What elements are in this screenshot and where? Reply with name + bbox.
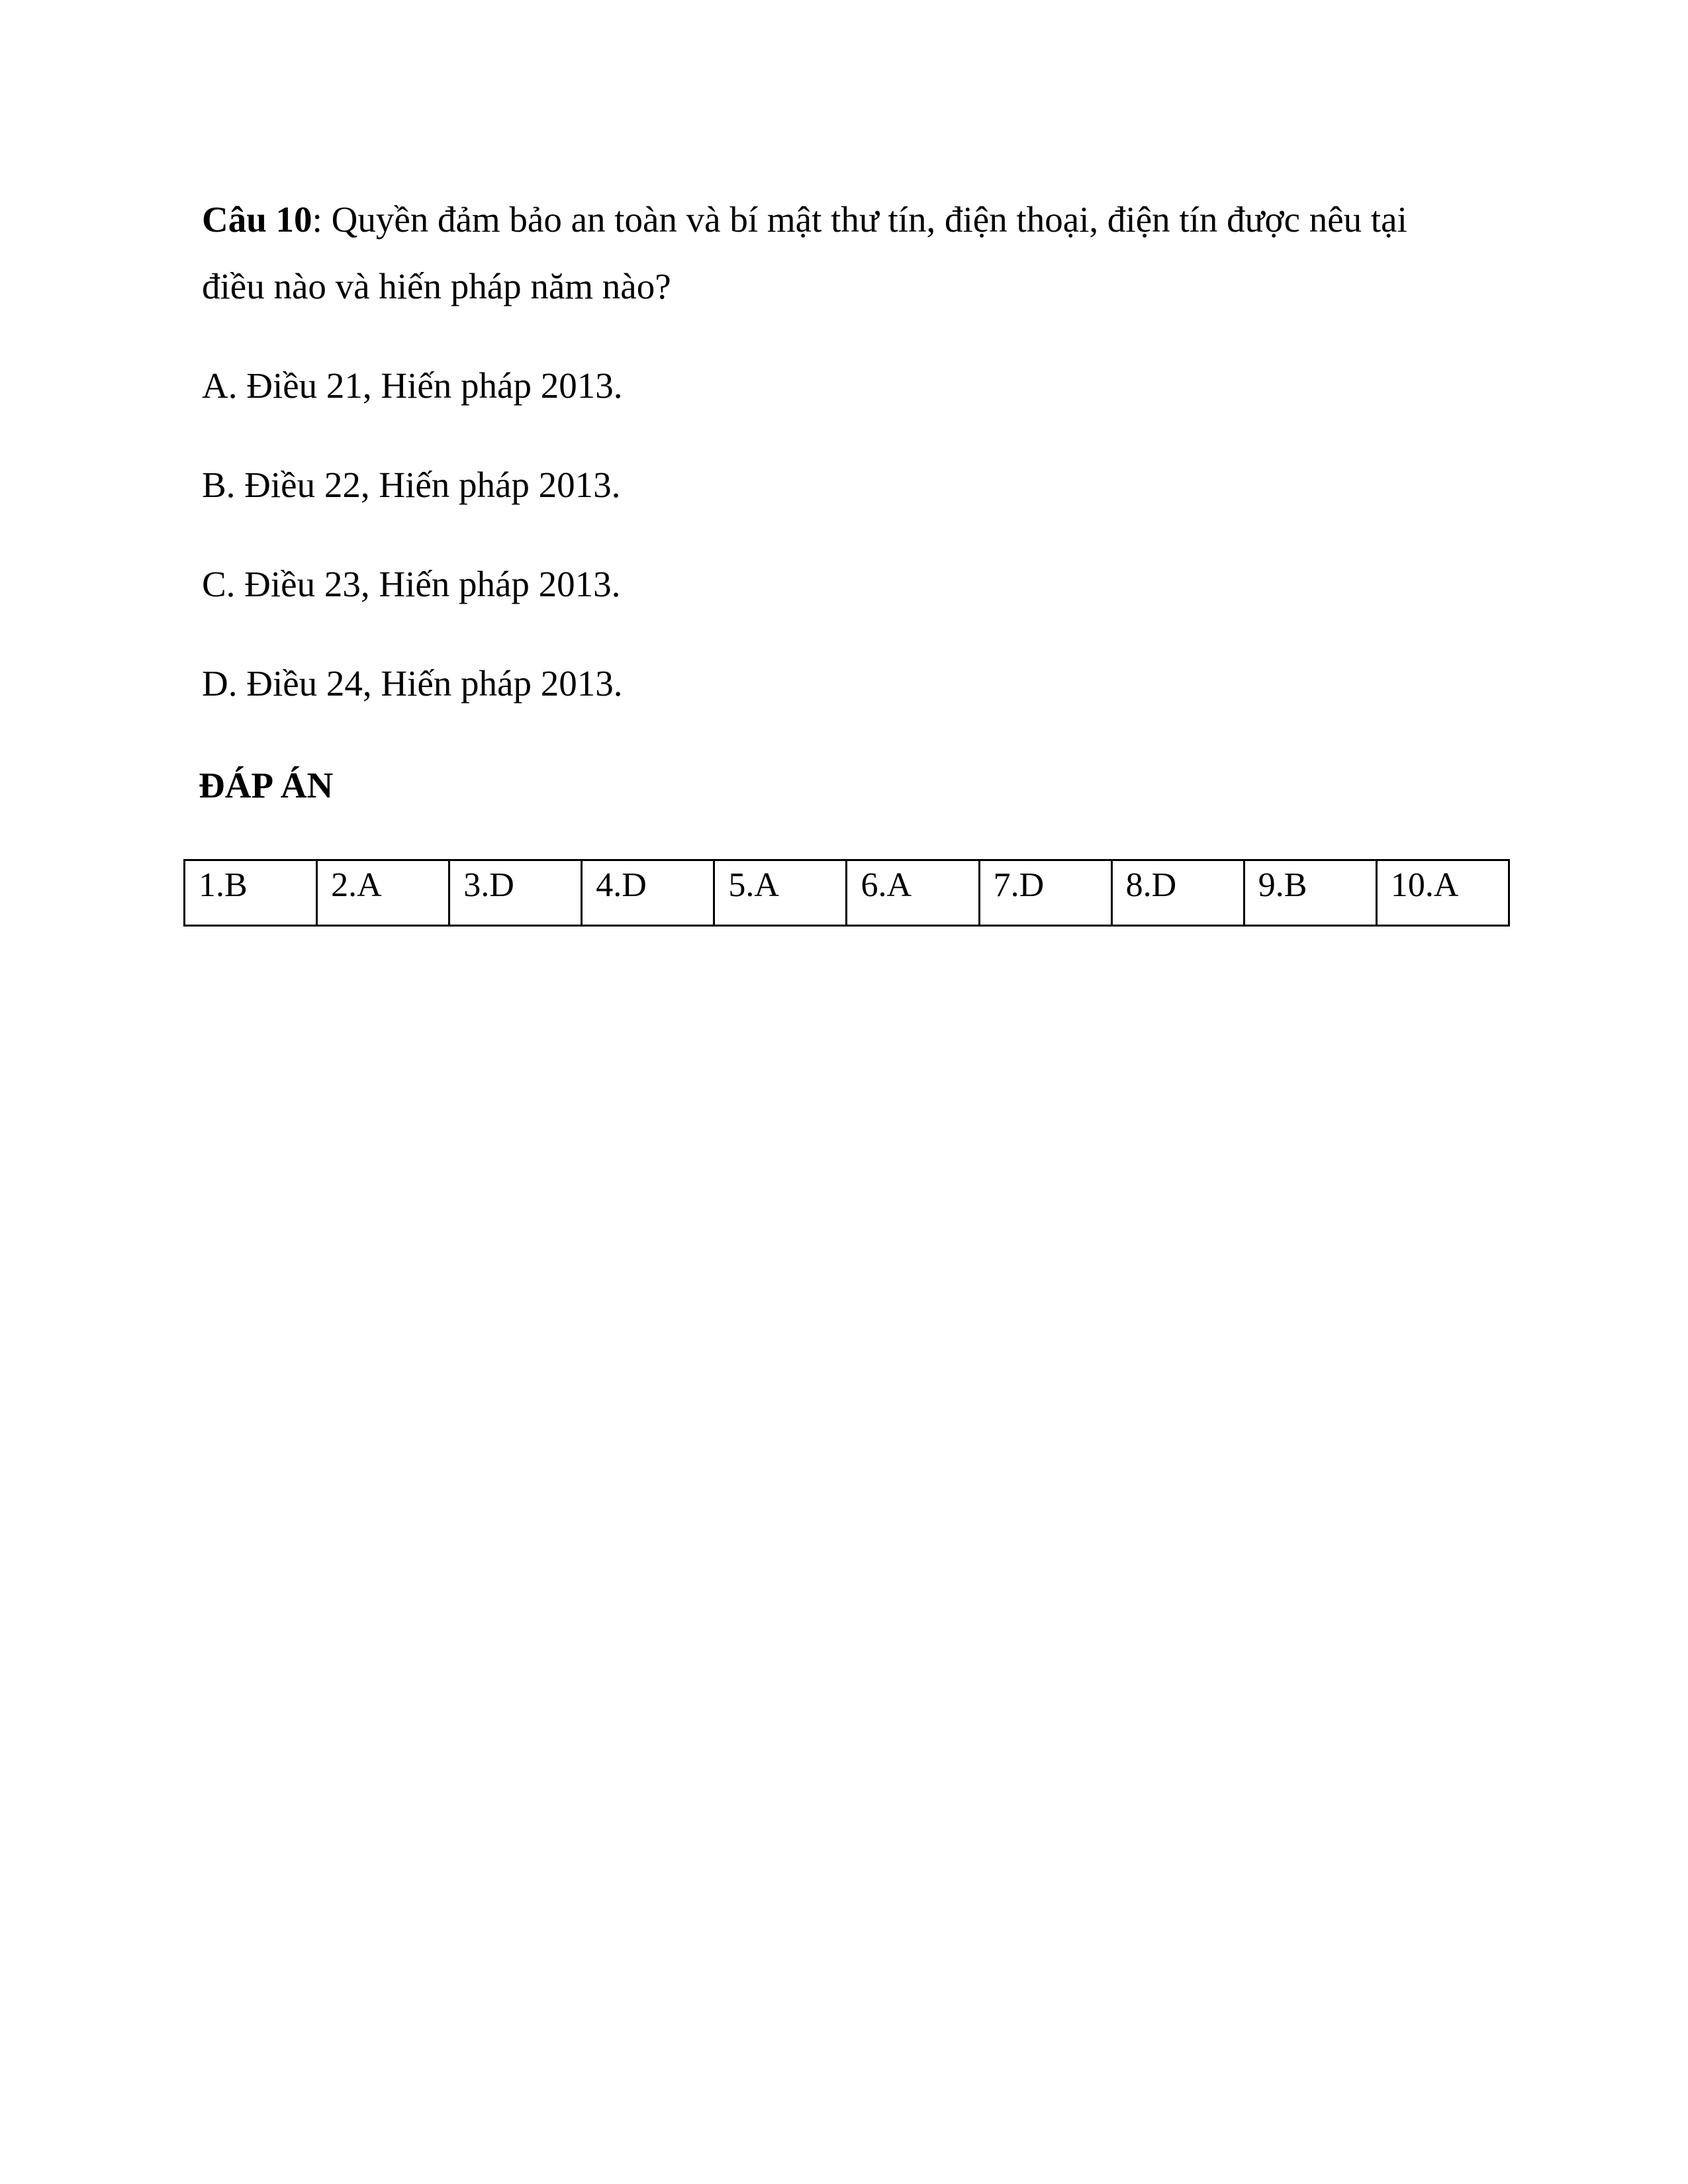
table-row <box>185 860 1509 926</box>
question-line-2: điều nào và hiến pháp năm nào? <box>202 266 671 306</box>
answers-heading: ĐÁP ÁN <box>199 765 334 805</box>
question-text-part-1: : Quyền đảm bảo an toàn và bí mật thư tín, điện thoại, điện tín được nêu tại <box>312 199 1407 240</box>
question-line-1 <box>202 197 1407 243</box>
question-label: Câu 10 <box>202 199 312 240</box>
answer-cell-2: 2.A <box>317 860 449 926</box>
answer-key-table <box>183 859 1510 927</box>
option-b: B. Điều 22, Hiến pháp 2013. <box>202 465 621 505</box>
answer-cell-1: 1.B <box>185 860 317 926</box>
answer-cell-9: 9.B <box>1244 860 1376 926</box>
answer-cell-10: 10.A <box>1376 860 1509 926</box>
option-c: C. Điều 23, Hiến pháp 2013. <box>202 564 621 604</box>
answer-cell-4: 4.D <box>582 860 714 926</box>
answer-cell-5: 5.A <box>714 860 847 926</box>
answer-cell-6: 6.A <box>847 860 979 926</box>
answer-cell-7: 7.D <box>979 860 1111 926</box>
option-d: D. Điều 24, Hiến pháp 2013. <box>202 663 623 704</box>
answer-cell-3: 3.D <box>449 860 582 926</box>
answer-cell-8: 8.D <box>1111 860 1244 926</box>
option-a: A. Điều 21, Hiến pháp 2013. <box>202 365 623 406</box>
